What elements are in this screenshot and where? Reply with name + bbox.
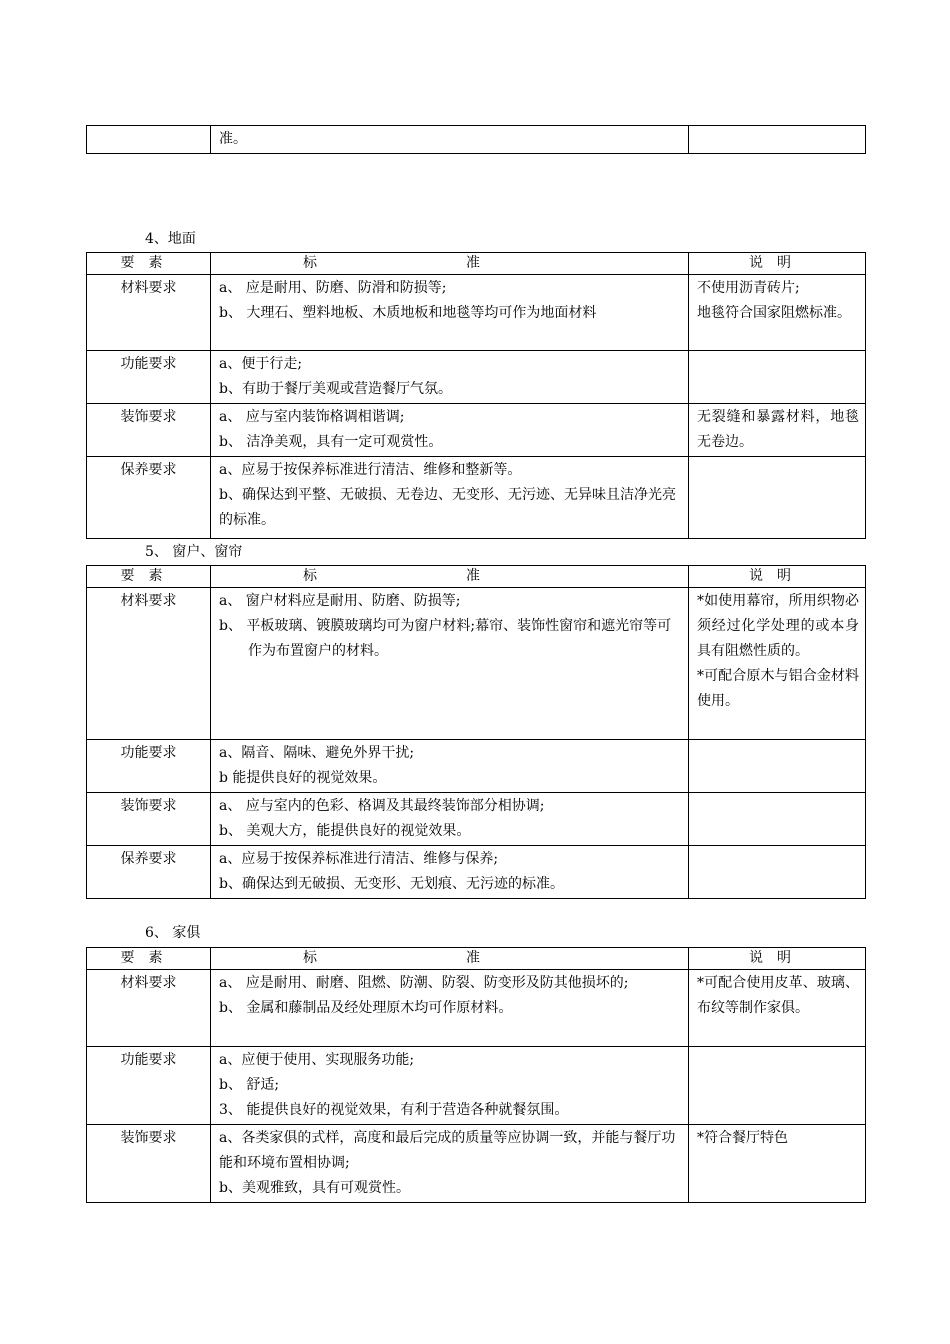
row-standard: a、便于行走; b、有助于餐厅美观或营造餐厅气氛。 bbox=[211, 351, 689, 404]
header-note: 说明 bbox=[689, 948, 866, 970]
row-element: 材料要求 bbox=[87, 588, 211, 740]
row-note bbox=[689, 740, 866, 793]
row-note: *如使用幕帘，所用织物必须经过化学处理的或本身具有阻燃性质的。 *可配合原木与铝合金材料使用。 bbox=[689, 588, 866, 740]
row-standard: a、应便于使用、实现服务功能; b、 舒适; 3、 能提供良好的视觉效果，有利于营造各种就餐氛围。 bbox=[211, 1047, 689, 1125]
row-standard: a、应易于按保养标准进行清洁、维修和整新等。 b、确保达到平整、无破损、无卷边、无变形、无污迹、无异味且洁净光亮的标准。 bbox=[211, 457, 689, 539]
header-element: 要素 bbox=[87, 253, 211, 275]
row-note bbox=[689, 1047, 866, 1125]
table-row bbox=[87, 457, 866, 539]
row-note bbox=[689, 793, 866, 846]
row-standard: a、 窗户材料应是耐用、防磨、防损等; b、 平板玻璃、镀膜玻璃均可为窗户材料;幕帘、装饰性窗帘和遮光帘等可作为布置窗户的材料。 bbox=[211, 588, 689, 740]
table-row bbox=[87, 275, 866, 351]
header-standard: 标 准 bbox=[211, 566, 689, 588]
row-note bbox=[689, 351, 866, 404]
top-fragment-element-cell bbox=[87, 126, 211, 154]
header-element: 要素 bbox=[87, 948, 211, 970]
table-row bbox=[87, 1047, 866, 1125]
row-element: 功能要求 bbox=[87, 1047, 211, 1125]
section-table-furniture bbox=[86, 947, 865, 1203]
row-element: 装饰要求 bbox=[87, 793, 211, 846]
row-standard: a、应易于按保养标准进行清洁、维修与保养; b、确保达到无破损、无变形、无划痕、无污迹的标准。 bbox=[211, 846, 689, 899]
row-element: 功能要求 bbox=[87, 740, 211, 793]
row-standard: a、隔音、隔味、避免外界干扰; b 能提供良好的视觉效果。 bbox=[211, 740, 689, 793]
table-row bbox=[87, 404, 866, 457]
row-element: 保养要求 bbox=[87, 846, 211, 899]
row-note bbox=[689, 457, 866, 539]
row-note: *可配合使用皮革、玻璃、布纹等制作家俱。 bbox=[689, 970, 866, 1047]
row-note: *符合餐厅特色 bbox=[689, 1125, 866, 1203]
row-element: 功能要求 bbox=[87, 351, 211, 404]
header-note: 说明 bbox=[689, 253, 866, 275]
row-standard: a、 应是耐用、防磨、防滑和防损等; b、 大理石、塑料地板、木质地板和地毯等均可作为地面材料 bbox=[211, 275, 689, 351]
row-standard: a、 应是耐用、耐磨、阻燃、防潮、防裂、防变形及防其他损坏的; b、 金属和藤制品及经处理原木均可作原材料。 bbox=[211, 970, 689, 1047]
header-element: 要素 bbox=[87, 566, 211, 588]
table-row bbox=[87, 970, 866, 1047]
section-title-windows: 5、 窗户、窗帘 bbox=[145, 544, 243, 560]
row-element: 材料要求 bbox=[87, 275, 211, 351]
row-element: 保养要求 bbox=[87, 457, 211, 539]
top-fragment-table bbox=[86, 125, 865, 154]
row-standard: a、各类家俱的式样，高度和最后完成的质量等应协调一致，并能与餐厅功能和环境布置相协调; b、美观雅致，具有可观赏性。 bbox=[211, 1125, 689, 1203]
row-note: 不使用沥青砖片; 地毯符合国家阻燃标准。 bbox=[689, 275, 866, 351]
section-title-floor: 4、地面 bbox=[145, 231, 196, 247]
table-row bbox=[87, 846, 866, 899]
top-fragment-standard-cell bbox=[211, 126, 689, 154]
row-element: 材料要求 bbox=[87, 970, 211, 1047]
row-standard: a、 应与室内的色彩、格调及其最终装饰部分相协调; b、 美观大方，能提供良好的视觉效果。 bbox=[211, 793, 689, 846]
section-table-windows bbox=[86, 565, 865, 899]
row-standard: a、 应与室内装饰格调相谐调; b、 洁净美观，具有一定可观赏性。 bbox=[211, 404, 689, 457]
table-row bbox=[87, 588, 866, 740]
top-fragment-text: 准。 bbox=[219, 131, 247, 147]
row-note: 无裂缝和暴露材料，地毯无卷边。 bbox=[689, 404, 866, 457]
table-row bbox=[87, 793, 866, 846]
table-row bbox=[87, 1125, 866, 1203]
table-row bbox=[87, 351, 866, 404]
row-element: 装饰要求 bbox=[87, 404, 211, 457]
top-fragment-note-cell bbox=[689, 126, 866, 154]
header-standard: 标 准 bbox=[211, 948, 689, 970]
table-row bbox=[87, 740, 866, 793]
header-standard: 标 准 bbox=[211, 253, 689, 275]
section-table-floor bbox=[86, 252, 865, 539]
section-title-furniture: 6、 家俱 bbox=[145, 925, 201, 941]
row-note bbox=[689, 846, 866, 899]
row-element: 装饰要求 bbox=[87, 1125, 211, 1203]
header-note: 说明 bbox=[689, 566, 866, 588]
